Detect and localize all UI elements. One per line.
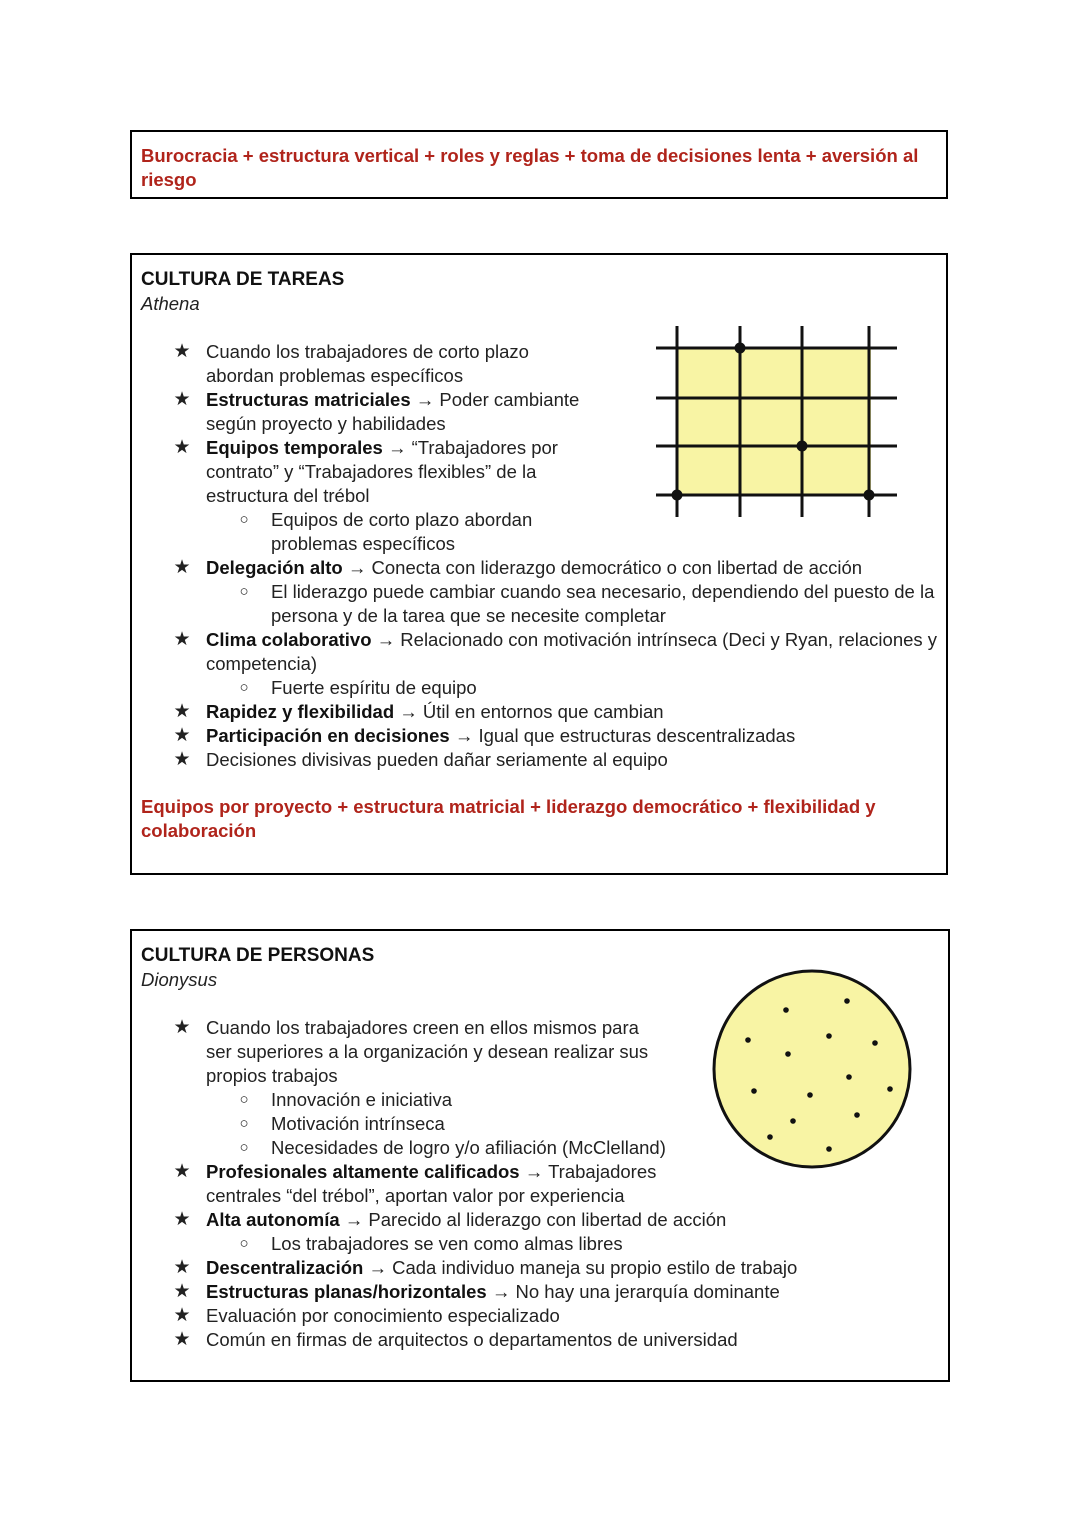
- item-bold-term: Delegación alto: [206, 557, 343, 578]
- star-bullet-icon: ★: [173, 341, 191, 362]
- circle-bullet-icon: ○: [239, 1235, 249, 1252]
- item-bold-term: Alta autonomía: [206, 1209, 340, 1230]
- star-bullet-icon: ★: [173, 701, 191, 722]
- arrow-icon: →: [415, 389, 435, 410]
- item-text: Útil en entornos que cambian: [422, 701, 664, 722]
- item-text: Fuerte espíritu de equipo: [271, 677, 477, 698]
- list-item: [132, 1136, 938, 1160]
- item-text: Cada individuo maneja su propio estilo de trabajo: [392, 1257, 798, 1278]
- star-bullet-icon: ★: [173, 1209, 191, 1230]
- list-item: [132, 1328, 938, 1352]
- circle-bullet-icon: ○: [239, 1091, 249, 1108]
- item-bold-term: Rapidez y flexibilidad: [206, 701, 395, 722]
- item-text: “Trabajadores por contrato” y “Trabajadores flexibles” de la estructura del trébol: [206, 437, 558, 506]
- person-culture-list: [132, 1016, 938, 1352]
- circle-bullet-icon: ○: [239, 1139, 249, 1156]
- arrow-icon: →: [347, 557, 367, 578]
- item-text: Necesidades de logro y/o afiliación (McClelland): [271, 1137, 666, 1158]
- section-subtitle: Athena: [141, 293, 200, 314]
- summary-box: [130, 130, 948, 199]
- list-item: [132, 1088, 938, 1112]
- star-bullet-icon: ★: [173, 1329, 191, 1350]
- item-bold-term: Profesionales altamente calificados: [206, 1161, 520, 1182]
- list-item: [132, 1016, 666, 1088]
- list-item: [132, 1208, 938, 1232]
- list-item: [132, 580, 938, 628]
- item-text: Cuando los trabajadores de corto plazo abordan problemas específicos: [206, 341, 529, 386]
- section-title: CULTURA DE TAREAS: [141, 269, 345, 290]
- arrow-icon: →: [524, 1161, 544, 1182]
- item-bold-term: Descentralización: [206, 1257, 364, 1278]
- section-subtitle: Dionysus: [141, 969, 218, 990]
- star-bullet-icon: ★: [173, 1305, 191, 1326]
- list-item: [132, 556, 938, 580]
- list-item: [132, 1256, 938, 1280]
- arrow-icon: →: [368, 1257, 387, 1278]
- star-bullet-icon: ★: [173, 437, 191, 458]
- circle-bullet-icon: ○: [239, 679, 249, 696]
- arrow-icon: →: [344, 1209, 364, 1230]
- item-text: El liderazgo puede cambiar cuando sea necesario, dependiendo del puesto de la persona y de la tarea que se necesite completar: [271, 581, 935, 626]
- list-item: [132, 1112, 938, 1136]
- item-text: Parecido al liderazgo con libertad de acción: [368, 1209, 727, 1230]
- arrow-icon: →: [491, 1281, 511, 1302]
- list-item: [132, 388, 601, 436]
- item-text: Poder cambiante según proyecto y habilidades: [206, 389, 580, 434]
- circle-bullet-icon: ○: [239, 1115, 249, 1132]
- arrow-icon: →: [387, 437, 407, 458]
- list-item: [132, 700, 938, 724]
- star-bullet-icon: ★: [173, 1257, 191, 1278]
- star-bullet-icon: ★: [173, 1281, 191, 1302]
- star-bullet-icon: ★: [173, 557, 191, 578]
- item-text: Innovación e iniciativa: [271, 1089, 452, 1110]
- item-text: Motivación intrínseca: [271, 1113, 445, 1134]
- item-bold-term: Estructuras planas/horizontales: [206, 1281, 487, 1302]
- item-text: Equipos de corto plazo abordan problemas específicos: [271, 509, 533, 554]
- person-culture-box: [130, 929, 950, 1382]
- list-item: [132, 1232, 938, 1256]
- star-bullet-icon: ★: [173, 1017, 191, 1038]
- item-text: No hay una jerarquía dominante: [515, 1281, 780, 1302]
- list-item: [132, 676, 938, 700]
- item-text: Igual que estructuras descentralizadas: [478, 725, 796, 746]
- circle-bullet-icon: ○: [239, 583, 249, 600]
- circle-bullet-icon: ○: [239, 511, 249, 528]
- star-bullet-icon: ★: [173, 389, 191, 410]
- item-text: Los trabajadores se ven como almas libres: [271, 1233, 623, 1254]
- item-text: Cuando los trabajadores creen en ellos mismos para ser superiores a la organización y desean realizar sus propios trabajos: [206, 1017, 649, 1086]
- task-culture-summary: Equipos por proyecto + estructura matricial + liderazgo democrático + flexibilidad y colaboración: [141, 796, 876, 841]
- item-text: Conecta con liderazgo democrático o con libertad de acción: [371, 557, 863, 578]
- item-text: Decisiones divisivas pueden dañar seriamente al equipo: [206, 749, 668, 770]
- item-text: Evaluación por conocimiento especializado: [206, 1305, 560, 1326]
- item-bold-term: Equipos temporales: [206, 437, 383, 458]
- star-bullet-icon: ★: [173, 629, 191, 650]
- task-culture-box: [130, 253, 948, 875]
- star-bullet-icon: ★: [173, 1161, 191, 1182]
- item-bold-term: Estructuras matriciales: [206, 389, 411, 410]
- list-item: [132, 508, 566, 556]
- item-text: Común en firmas de arquitectos o departamentos de universidad: [206, 1329, 738, 1350]
- list-item: [132, 1280, 938, 1304]
- list-item: [132, 1160, 676, 1208]
- list-item: [132, 1304, 938, 1328]
- item-bold-term: Participación en decisiones: [206, 725, 450, 746]
- star-bullet-icon: ★: [173, 725, 191, 746]
- list-item: [132, 628, 938, 676]
- item-text: Relacionado con motivación intrínseca (Deci y Ryan, relaciones y competencia): [206, 629, 938, 674]
- arrow-icon: →: [399, 701, 418, 722]
- list-item: [132, 436, 571, 508]
- arrow-icon: →: [376, 629, 396, 650]
- item-bold-term: Clima colaborativo: [206, 629, 372, 650]
- list-item: [132, 748, 938, 772]
- section-title: CULTURA DE PERSONAS: [141, 945, 375, 966]
- item-text: Trabajadores centrales “del trébol”, aportan valor por experiencia: [206, 1161, 657, 1206]
- arrow-icon: →: [454, 725, 474, 746]
- summary-text: Burocracia + estructura vertical + roles y reglas + toma de decisiones lenta + aversión al riesgo: [141, 145, 919, 190]
- star-bullet-icon: ★: [173, 749, 191, 770]
- list-item: [132, 724, 938, 748]
- task-culture-list: [132, 340, 938, 772]
- list-item: [132, 340, 546, 388]
